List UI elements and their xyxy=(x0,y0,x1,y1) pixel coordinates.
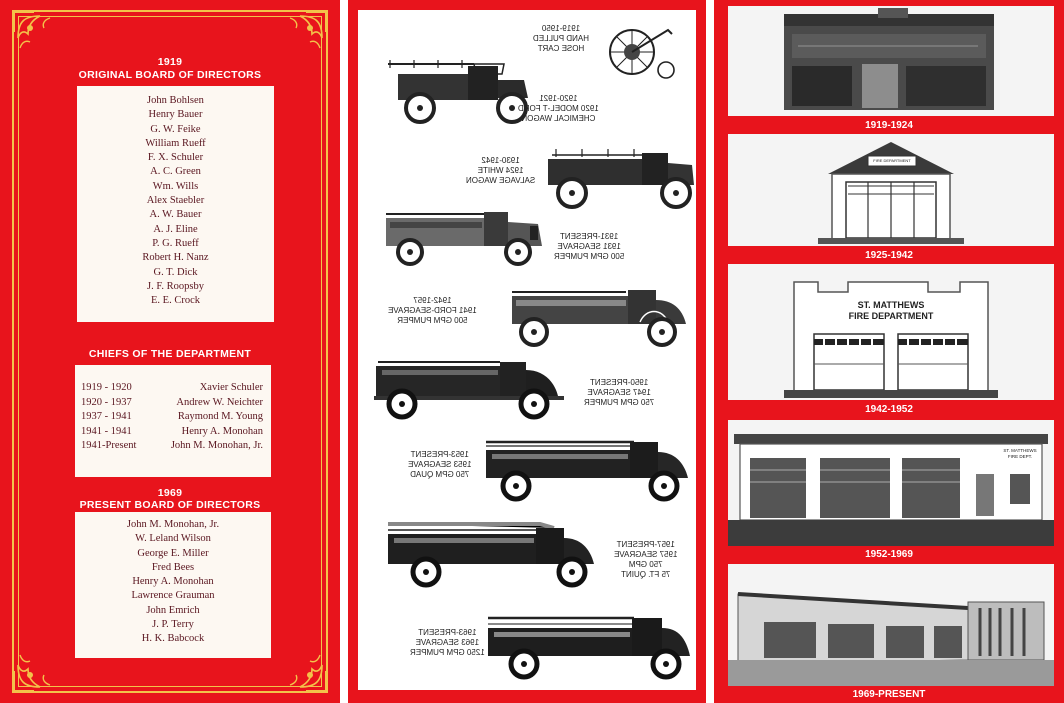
director-name: P. G. Rueff xyxy=(152,237,199,249)
apparatus-caption: 1920-1921 1920 MODEL-T FORD CHEMICAL WAGON xyxy=(518,94,599,123)
director-name: J. P. Terry xyxy=(152,619,194,631)
chiefs-list xyxy=(75,365,271,477)
director-name: John M. Monohan, Jr. xyxy=(126,519,220,530)
director-name: Fred Bees xyxy=(151,561,195,573)
chief-years: 1941 - 1941 xyxy=(81,425,132,437)
director-name: William Rueff xyxy=(145,137,206,149)
model-t-chemical-wagon-illustration xyxy=(384,50,534,130)
director-name: F. X. Schuler xyxy=(147,152,204,164)
director-name: E. E. Crock xyxy=(151,295,200,307)
seagrave-1957-quint-illustration xyxy=(384,514,598,594)
station-photo-1942 xyxy=(728,264,1054,400)
chief-row xyxy=(81,410,263,425)
apparatus-caption: 1919-1950 HAND PULLED HOSE CART xyxy=(533,24,590,53)
hose-cart-illustration xyxy=(606,22,676,80)
station-sign-1952: ST. MATTHEWS FIRE DEPT. xyxy=(1003,448,1037,459)
director-name: John Bohlsen xyxy=(147,95,204,106)
station-photo-1952 xyxy=(728,420,1054,546)
chiefs-title: CHIEFS OF THE DEPARTMENT xyxy=(88,348,252,360)
chief-name: Xavier Schuler xyxy=(199,382,263,393)
chief-row xyxy=(81,439,263,454)
director-name: A. W. Bauer xyxy=(149,209,202,221)
seagrave-1963-pumper-illustration xyxy=(484,606,692,684)
board-1919-list xyxy=(77,86,274,322)
board-1969-year: 1969 xyxy=(157,487,183,499)
chief-years: 1920 - 1937 xyxy=(81,396,132,408)
director-name: Robert H. Nanz xyxy=(142,252,209,264)
apparatus-caption: 1953-PRESENT 1953 SEAGRAVE 750 GPM QUAD xyxy=(408,450,472,479)
white-salvage-wagon-illustration xyxy=(542,135,700,213)
station-photo-1925 xyxy=(728,134,1054,246)
station-sign-1925: FIRE DEPARTMENT xyxy=(873,158,911,163)
station-date-label: 1969-PRESENT xyxy=(852,689,926,700)
apparatus-caption: 1942-1957 1941 FORD-SEAGRAVE 500 GPM PUMPER xyxy=(388,296,477,325)
station-sign-1942: ST. MATTHEWS FIRE DEPARTMENT xyxy=(848,300,934,321)
station-date-label: 1952-1969 xyxy=(865,549,913,560)
board-1919-title: ORIGINAL BOARD OF DIRECTORS xyxy=(78,69,262,81)
station-date-label: 1925-1942 xyxy=(865,250,913,261)
chief-name: Andrew W. Neichter xyxy=(176,396,263,408)
director-name: Lawrence Grauman xyxy=(131,590,215,602)
directors-panel xyxy=(0,0,340,703)
chief-name: Raymond M. Young xyxy=(177,411,263,422)
director-name: H. K. Babcock xyxy=(141,633,205,645)
director-name: W. Leland Wilson xyxy=(135,533,211,545)
corner-ornament-icon xyxy=(284,649,330,695)
station-photo-1969 xyxy=(728,564,1054,686)
director-name: A. J. Eline xyxy=(153,223,198,235)
corner-ornament-icon xyxy=(10,649,56,695)
director-name: Wm. Wills xyxy=(152,180,199,192)
seagrave-1947-pumper-illustration xyxy=(372,350,564,424)
director-name: George E. Miller xyxy=(137,547,209,559)
ford-seagrave-1941-pumper-illustration xyxy=(506,278,692,352)
apparatus-caption: 1931-PRESENT 1931 SEAGRAVE 500 GPM PUMPER xyxy=(554,232,625,261)
corner-ornament-icon xyxy=(284,8,330,54)
chief-name: Henry A. Monohan xyxy=(181,425,263,437)
apparatus-panel xyxy=(348,0,706,703)
station-date-label: 1919-1924 xyxy=(865,120,913,131)
corner-ornament-icon xyxy=(10,8,56,54)
board-1919-year: 1919 xyxy=(157,56,183,68)
board-1969-title: PRESENT BOARD OF DIRECTORS xyxy=(79,499,261,511)
chief-row xyxy=(81,425,263,440)
station-date-label: 1942-1952 xyxy=(865,404,913,415)
director-name: Alex Staebler xyxy=(146,195,205,207)
chief-years: 1941-Present xyxy=(81,440,137,451)
chief-name: John M. Monohan, Jr. xyxy=(170,440,263,451)
director-name: Henry A. Monohan xyxy=(132,576,214,588)
apparatus-caption: 1963-PRESENT 1963 SEAGRAVE 1250 GPM PUMPER xyxy=(410,628,485,657)
director-name: A. C. Green xyxy=(150,166,201,178)
apparatus-caption: 1930-1942 1924 WHITE SALVAGE WAGON xyxy=(466,156,536,185)
apparatus-caption: 1950-PRESENT 1947 SEAGRAVE 750 GPM PUMPER xyxy=(584,378,655,407)
chief-row xyxy=(81,381,263,396)
apparatus-caption: 1957-PRESENT 1957 SEAGRAVE 750 GPM 75 FT. QUINT xyxy=(614,540,678,579)
chief-years: 1919 - 1920 xyxy=(81,382,132,393)
seagrave-1931-pumper-illustration xyxy=(380,200,548,270)
apparatus-sheet xyxy=(358,10,696,690)
director-name: G. W. Feike xyxy=(150,123,201,135)
director-name: John Emrich xyxy=(146,604,200,616)
seagrave-1953-quad-illustration xyxy=(484,428,692,508)
chief-row xyxy=(81,396,263,411)
director-name: G. T. Dick xyxy=(153,266,198,278)
board-1969-list xyxy=(75,512,271,658)
stations-panel xyxy=(714,0,1064,703)
director-name: J. F. Roopsby xyxy=(147,280,204,292)
director-name: Henry Bauer xyxy=(148,109,203,121)
station-photo-1919 xyxy=(728,6,1054,116)
chief-years: 1937 - 1941 xyxy=(81,411,132,422)
